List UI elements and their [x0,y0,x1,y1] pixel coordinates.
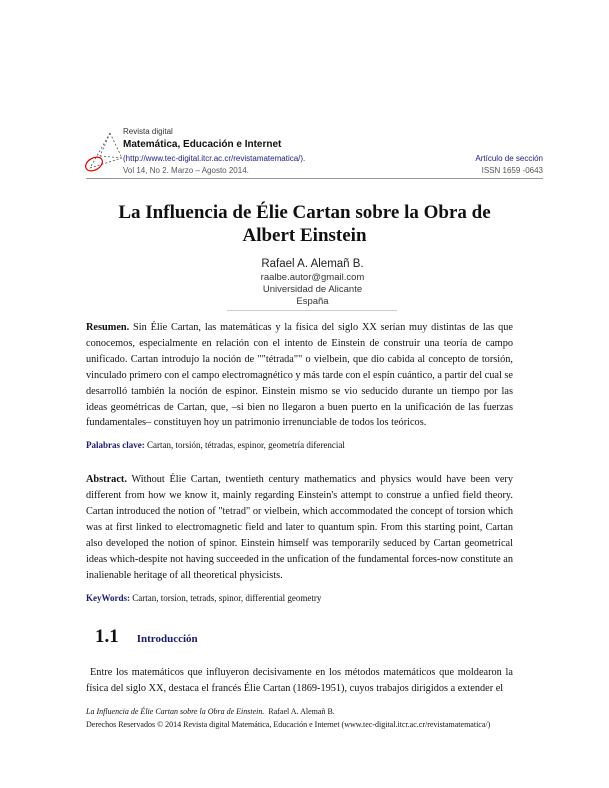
title-line: La Influencia de Élie Cartan sobre la Obra de [118,202,491,223]
keywords [86,592,513,605]
palabras-text: Cartan, torsión, tétradas, espinor, geometría diferencial [147,440,345,451]
title-line: Albert Einstein [242,225,367,246]
keywords-text: Cartan, torsion, tetrads, spinor, differential geometry [132,592,322,603]
author-name: Rafael A. Alemañ B. [261,258,364,270]
section-title: Introducción [136,632,198,645]
footer [86,705,513,731]
abstract-label: Abstract. [86,474,127,486]
body-column [86,320,513,731]
resumen-paragraph [86,320,513,431]
palabras-label: Palabras clave: [86,440,145,451]
issn: ISSN 1659 -0643 [481,166,543,175]
journal-url-link[interactable]: (http://www.tec-digital.itcr.ac.cr/revistamatematica/). [123,154,306,163]
journal-name: Matemática, Educación e Internet [123,139,282,150]
journal-type: Revista digital [123,127,173,136]
footer-rights: Derechos Reservados © 2014 Revista digital Matemática, Educación e Internet (www.tec-digital.itcr.ac.cr/revistamatematica/) [86,719,491,729]
header-divider [86,178,543,179]
keywords-label: KeyWords: [86,592,130,603]
author-block [0,257,609,308]
intro-paragraph: Entre los matemáticos que influyeron decisivamente en los métodos matemáticos que moldearon la física del siglo XX, destaca el francés Élie Cartan (1869-1951), cuyos trabajos dirigidos a extender el [86,666,513,694]
author-country: España [296,296,329,307]
author-affiliation: Universidad de Alicante [262,284,363,295]
section-number: 1.1 [95,625,119,647]
resumen-label: Resumen. [86,322,130,333]
page-title [0,201,609,247]
section-heading [86,625,513,649]
author-divider [227,310,397,311]
resumen-text: Sin Élie Cartan, las matemáticas y la física del siglo XX serían muy distintas de las que conocemos, especialmente en relación con el intento de Einstein de construir una teoría de campo unificado. Cartan introdujo la noción de ""tétrada"" o vielbein, que dio cabida al concepto de torsión, vinculado primero con el campo electromagnético y más tarde con el espín cuántico, a partir del cual se desarrolló también la noción de espinor. Einstein mismo se vio seducido durante un tiempo por las ideas geométricas de Cartan, que, –si bien no llegaron a buen puerto en la unificación de las fuerzas fundamentales– constituyen hoy un patrimonio irrenunciable de todos los teóricos. [86,322,513,429]
abstract-text: Without Élie Cartan, twentieth century mathematics and physics would have been very different from how we know it, mainly regarding Einstein's attempt to construe a unfied field theory. Cartan introduced the notion of "tetrad" or vielbein, which accommodated the concept of torsion which was at first linked to electromagnetic field and later to quantum spin. From this starting point, Cartan also developed the notion of spinor. Einstein himself was temporarily seduced by Cartan geometrical ideas which-despite not having succeeded in the unfication of the fundamental forces-now constitute an inalienable heritage of all theoretical physicists. [86,474,514,581]
footer-running-title: La Influencia de Élie Cartan sobre la Obra de Einstein. [86,706,265,716]
palabras-clave [86,439,513,452]
abstract-paragraph [86,472,513,583]
footer-author: Rafael A. Alemañ B. [268,706,335,716]
section-type: Artículo de sección [475,154,543,163]
author-email[interactable]: raalbe.autor@gmail.com [260,272,365,283]
volume-info: Vol 14, No 2. Marzo – Agosto 2014. [123,166,249,175]
